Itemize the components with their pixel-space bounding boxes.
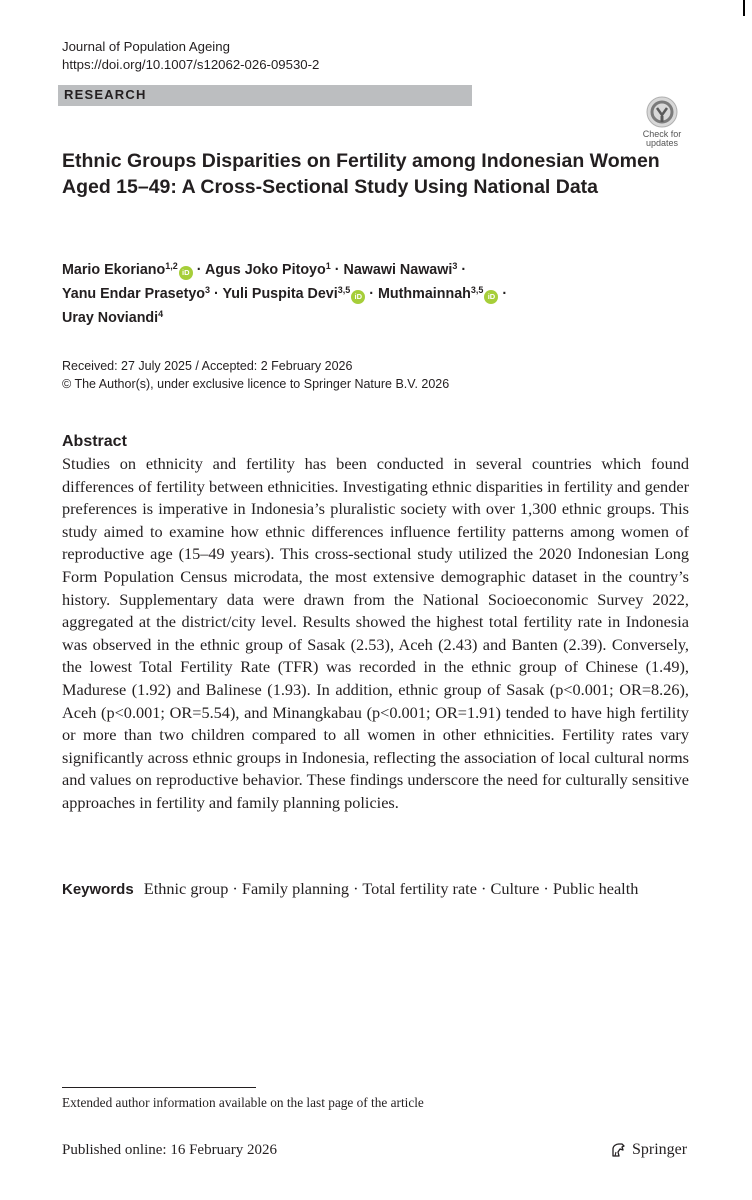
author-separator: · (214, 286, 219, 302)
keywords-label: Keywords (62, 881, 134, 898)
journal-name: Journal of Population Ageing (62, 39, 230, 54)
author-affiliation: 3,5 (470, 285, 484, 295)
author-affiliation: 3,5 (337, 285, 351, 295)
author-info-footnote: Extended author information available on the last page of the article (62, 1095, 424, 1110)
abstract-text: Studies on ethnicity and fertility has been conducted in several countries which found differences of fertility between ethnicities. Investigating ethnic disparities in fertility and gender preferences is imperative in Indonesia’s pluralistic society with over 1,300 ethnic groups. This study aimed to examine how ethnic differences influence fertility patterns among women of reproductive age (15–49 years). This cross-sectional study utilized the 2020 Indonesian Long Form Population Census microdata, the most extensive demographic dataset in the country’s history. Supplementary data were drawn from the National Socioeconomic Survey 2022, aggregated at the district/city level. Results showed the highest total fertility rate in Indonesia was observed in the ethnic group of Sasak (2.53), Aceh (2.43) and Banten (2.39). Conversely, the lowest Total Fertility Rate (TFR) was recorded in the ethnic group of Chinese (1.49), Madurese (1.92) and Balinese (1.93). In addition, ethnic group of Sasak (p<0.001; OR=8.26), Aceh (p<0.001; OR=5.54), and Minangkabau (p<0.001; OR=1.91) tended to have high fertility or more than two children compared to all women in other ethnicities. Fertility rates vary significantly across ethnic groups in Indonesia, reflecting the association of local cultural norms and values on reproductive behavior. These findings underscore the need for culturally sensitive approaches in fertility and family planning policies. (62, 454, 689, 812)
journal-header (62, 38, 319, 74)
check-updates-icon (646, 96, 678, 128)
author-affiliation: 1,2 (165, 261, 178, 271)
author-separator: · (461, 262, 467, 278)
check-updates-label (634, 130, 690, 148)
author-affiliation: 4 (158, 309, 164, 319)
author-separator: · (196, 262, 202, 278)
author-list (62, 258, 622, 330)
section-bar (58, 85, 472, 106)
doi-link[interactable]: https://doi.org/10.1007/s12062-026-09530-2 (62, 57, 320, 72)
author-item (378, 286, 498, 302)
author-item (205, 262, 331, 278)
springer-horse-icon (610, 1141, 628, 1159)
author-item (62, 310, 163, 326)
article-title: Ethnic Groups Disparities on Fertility among Indonesian Women Aged 15–49: A Cross-Sectional Study Using National Data (62, 150, 660, 198)
received-accepted-dates: Received: 27 July 2025 / Accepted: 2 February 2026 (62, 359, 353, 373)
orcid-icon[interactable]: iD (179, 266, 193, 280)
author-affiliation: 1 (325, 261, 331, 271)
check-updates-line2: updates (645, 138, 679, 148)
publisher-name: Springer (632, 1141, 688, 1158)
keywords-line (62, 878, 689, 902)
author-item (62, 286, 210, 302)
author-item (62, 262, 193, 278)
check-updates-line1: Check for (642, 129, 682, 139)
author-name[interactable]: Yuli Puspita Devi (222, 286, 338, 302)
author-item (223, 286, 366, 302)
keywords-text: Ethnic group · Family planning · Total fertility rate · Culture · Public health (143, 879, 639, 898)
page-corner-mark (743, 0, 745, 16)
copyright-notice: © The Author(s), under exclusive licence to Springer Nature B.V. 2026 (62, 377, 450, 391)
section-label: RESEARCH (64, 87, 147, 102)
author-name[interactable]: Yanu Endar Prasetyo (62, 286, 206, 302)
orcid-icon[interactable]: iD (351, 290, 365, 304)
check-for-updates-badge[interactable] (634, 96, 690, 148)
author-affiliation: 3 (452, 261, 458, 271)
author-separator: · (369, 286, 374, 302)
publisher-logo (610, 1140, 687, 1160)
author-separator: · (334, 262, 340, 278)
author-name[interactable]: Nawawi Nawawi (343, 262, 453, 278)
footnote-divider (62, 1087, 256, 1088)
author-name[interactable]: Uray Noviandi (62, 310, 159, 326)
article-dates (62, 357, 449, 393)
author-name[interactable]: Agus Joko Pitoyo (205, 262, 326, 278)
author-name[interactable]: Muthmainnah (377, 286, 471, 302)
author-affiliation: 3 (205, 285, 211, 295)
author-separator: · (502, 286, 508, 302)
author-item (344, 262, 458, 278)
orcid-icon[interactable]: iD (484, 290, 498, 304)
abstract-heading: Abstract (62, 433, 127, 450)
author-name[interactable]: Mario Ekoriano (62, 262, 166, 278)
published-date: Published online: 16 February 2026 (62, 1142, 277, 1158)
